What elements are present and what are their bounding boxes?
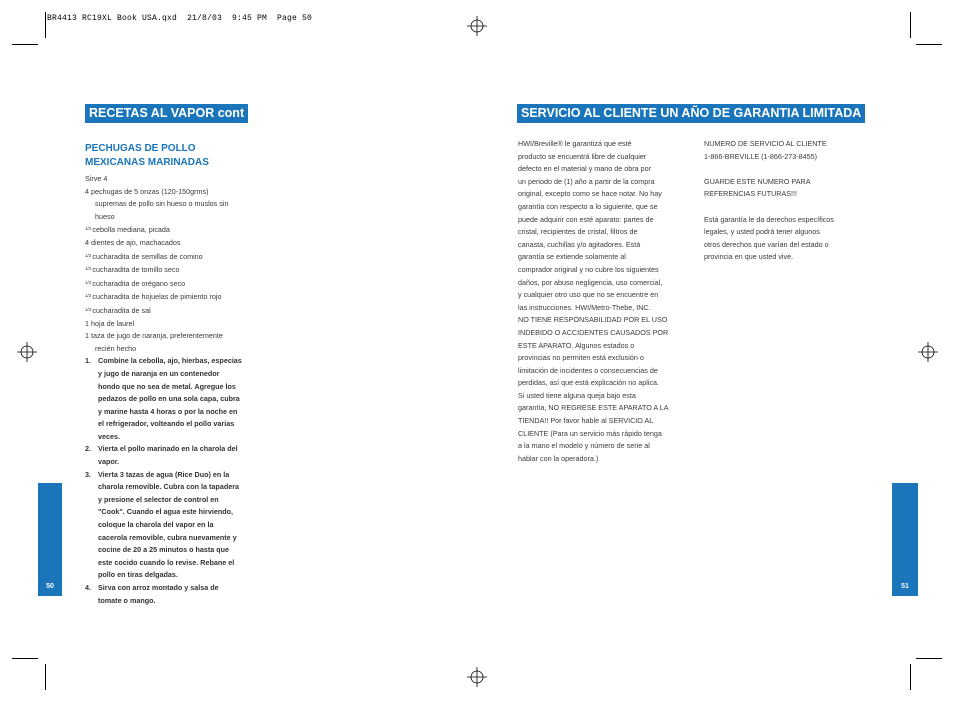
ingredient-line xyxy=(85,211,260,224)
text-line: garantía, NO REGRESE ESTE APARATO A LA xyxy=(518,403,669,413)
ingredient-line xyxy=(85,330,260,343)
step-line: veces. xyxy=(98,431,120,441)
text-line: 1-866-BREVILLE (1-866-273-8455) xyxy=(704,151,818,161)
text-line: legales, y usted podrá tener algunos xyxy=(704,227,820,237)
step-line: el refrigerador, volteando el pollo varias xyxy=(98,419,235,429)
section-banner-recetas: RECETAS AL VAPOR cont xyxy=(85,104,248,123)
text-line: NO TIENE RESPONSABILIDAD POR EL USO xyxy=(518,315,668,325)
ingredient-text: 4 pechugas de 5 onzas (120-150grms) xyxy=(85,186,209,196)
service-info xyxy=(704,138,879,264)
text-line: CLIENTE (Para un servicio más rápido tenga xyxy=(518,428,662,438)
text-line: GUARDE ESTE NUMERO PARA xyxy=(704,176,811,186)
text-line: un periodo de (1) año a partir de la compra xyxy=(518,176,655,186)
crop-mark xyxy=(916,658,942,659)
text-line: Está garantía le da derechos específicos xyxy=(704,214,834,224)
crop-mark xyxy=(916,44,942,45)
method-step xyxy=(85,355,260,443)
recipe-body xyxy=(85,173,260,607)
text-line: producto se encuentrá libre de cualquier xyxy=(518,151,647,161)
step-line: vapor. xyxy=(98,457,120,467)
fraction: 1/2 xyxy=(85,279,92,285)
recipe-title xyxy=(85,142,209,170)
step-line: Vierta el pollo marinado en la charola del xyxy=(98,444,238,454)
text-line: y cualquier otro uso que no se encuentre en xyxy=(518,290,659,300)
ingredient-text: 1 taza de jugo de naranja, preferentemente xyxy=(85,331,223,341)
fraction: 1/2 xyxy=(85,226,92,232)
service-number-block xyxy=(704,138,879,163)
text-line: TIENDA!! Por favor hable al SERVICIO AL xyxy=(518,416,654,426)
text-line: cristal, recipientes de cristal, filtros de xyxy=(518,227,638,237)
page-tab-right xyxy=(892,483,918,596)
crop-mark xyxy=(45,12,46,38)
step-line: pedazos de pollo en una sola capa, cubra xyxy=(98,394,240,404)
step-line: cacerola removible, cubra nuevamente y xyxy=(98,532,237,542)
text-line: puede adquirir con esté aparato: partes de xyxy=(518,214,654,224)
text-line: perdidas, así que está explicación no aplica. xyxy=(518,378,660,388)
step-line: Combine la cebolla, ajo, hierbas, especias xyxy=(98,356,242,366)
ingredient-text: 1 hoja de laurel xyxy=(85,318,135,328)
fraction: 1/2 xyxy=(85,252,92,258)
step-line: coloque la charola del vapor en la xyxy=(98,520,214,530)
ingredient-text: hueso xyxy=(95,211,115,221)
step-line: "Cook". Cuando el agua este hirviendo, xyxy=(98,507,234,517)
recipe-title-line-1: PECHUGAS DE POLLO xyxy=(85,143,196,154)
crop-mark xyxy=(910,664,911,690)
page-tab-left xyxy=(38,483,62,596)
step-line: Sirva con arroz montado y salsa de xyxy=(98,583,219,592)
ingredient-text: supremas de pollo sin hueso o muslos sin xyxy=(95,199,229,209)
step-line: y jugo de naranja en un contenedor xyxy=(98,368,220,378)
ingredient-text: recién hecho xyxy=(95,343,137,353)
text-line: Si usted tiene alguna queja bajo esta xyxy=(518,390,636,400)
text-line: hablar con la operadora.) xyxy=(518,453,599,463)
text-line: canasta, cuchillas y/o agitadores. Está xyxy=(518,239,641,249)
ingredient-line xyxy=(85,304,260,318)
step-line: hondo que no sea de metal. Agregue los xyxy=(98,381,236,391)
ingredient-line xyxy=(85,237,260,250)
text-line: ESTE APARATO. Algunos estados o xyxy=(518,340,635,350)
method-step xyxy=(85,469,260,582)
ingredient-line xyxy=(85,186,260,199)
warranty-text xyxy=(518,138,693,465)
ingredient-text: cebolla mediana, picada xyxy=(92,225,170,235)
text-line: original, excepto como se hace notar. No hay xyxy=(518,189,662,199)
ingredient-line xyxy=(85,263,260,277)
step-line: cocine de 20 a 25 minutos o hasta que xyxy=(98,545,230,555)
ingredient-text: cucharadita de semillas de comino xyxy=(92,251,203,261)
registration-mark-icon xyxy=(467,16,487,36)
ingredient-line xyxy=(85,250,260,264)
ingredient-line xyxy=(85,290,260,304)
text-line: REFERENCIAS FUTURAS!!! xyxy=(704,189,798,199)
page-number: 50 xyxy=(46,583,54,590)
legal-rights-note xyxy=(704,214,879,264)
serves-line: Sirve 4 xyxy=(85,174,108,183)
ingredient-text: 4 dientes de ajo, machacados xyxy=(85,237,181,247)
ingredient-line xyxy=(85,198,260,211)
crop-mark xyxy=(910,12,911,38)
step-line: este cocido cuando lo revise. Rebane el xyxy=(98,557,235,567)
crop-mark xyxy=(12,44,38,45)
step-line: tomate o mango. xyxy=(98,595,156,605)
step-number: 2. xyxy=(85,444,91,454)
text-line: otros derechos que varían del estado o xyxy=(704,239,829,249)
text-line: provincia en que usted vive. xyxy=(704,252,794,262)
step-line: y marine hasta 4 horas o por la noche en xyxy=(98,406,238,416)
crop-mark xyxy=(45,664,46,690)
ingredient-text: cucharadita de hojuelas de pimiento rojo xyxy=(92,292,222,302)
text-line: defecto en el material y mano de obra por xyxy=(518,164,652,174)
crop-mark xyxy=(12,658,38,659)
ingredient-list xyxy=(85,186,260,356)
text-line: HWI/Breville® le garantizá que esté xyxy=(518,139,632,148)
section-banner-garantia: SERVICIO AL CLIENTE UN AÑO DE GARANTIA LIMITADA xyxy=(517,104,865,123)
step-number: 3. xyxy=(85,469,91,479)
text-line: garantía con respecto a lo siguiente, que se xyxy=(518,201,658,211)
text-line: INDEBIDO O ACCIDENTES CAUSADOS POR xyxy=(518,327,669,337)
method-step xyxy=(85,582,260,607)
method-step xyxy=(85,443,260,468)
text-line: garantía se extiende solamente al xyxy=(518,252,626,262)
text-line: daños, por abuso negligencia, uso comercial, xyxy=(518,277,663,287)
ingredient-text: cucharadita de tomillo seco xyxy=(92,265,180,275)
registration-mark-icon xyxy=(17,342,37,362)
text-line: NUMERO DE SERVICIO AL CLIENTE xyxy=(704,139,827,148)
ingredient-line xyxy=(85,277,260,291)
step-line: Vierta 3 tazas de agua (Rice Duo) en la xyxy=(98,469,230,479)
fraction: 1/2 xyxy=(85,266,92,272)
text-line: a la mano el modelo y número de serie al xyxy=(518,441,650,451)
step-number: 4. xyxy=(85,583,91,592)
step-number: 1. xyxy=(85,356,91,366)
text-line: limitación de incidentes o consecuencias de xyxy=(518,365,658,375)
ingredient-line xyxy=(85,318,260,331)
ingredient-line xyxy=(85,223,260,237)
registration-mark-icon xyxy=(918,342,938,362)
text-line: las instrucciones. HWI/Metro-Thebe, INC. xyxy=(518,302,651,312)
page-number: 51 xyxy=(901,583,909,590)
file-slug: BR4413 RC19XL Book USA.qxd 21/8/03 9:45 PM Page 50 xyxy=(47,14,313,23)
fraction: 1/2 xyxy=(85,293,92,299)
registration-mark-icon xyxy=(467,667,487,687)
method-steps xyxy=(85,355,260,607)
step-line: charola removible. Cubra con la tapadera xyxy=(98,482,240,492)
fraction: 1/2 xyxy=(85,306,92,312)
text-line: comprador original y no cubre los siguientes xyxy=(518,264,659,274)
ingredient-text: cucharadita de sal xyxy=(92,305,151,315)
keep-number-note xyxy=(704,176,879,201)
ingredient-text: cucharadita de orégano seco xyxy=(92,278,186,288)
step-line: pollo en tiras delgadas. xyxy=(98,570,178,580)
text-line: provincias no permiten está exclusión o xyxy=(518,353,644,363)
recipe-title-line-2: MEXICANAS MARINADAS xyxy=(85,157,209,168)
ingredient-line xyxy=(85,343,260,356)
step-line: y presione el selector de control en xyxy=(98,494,219,504)
